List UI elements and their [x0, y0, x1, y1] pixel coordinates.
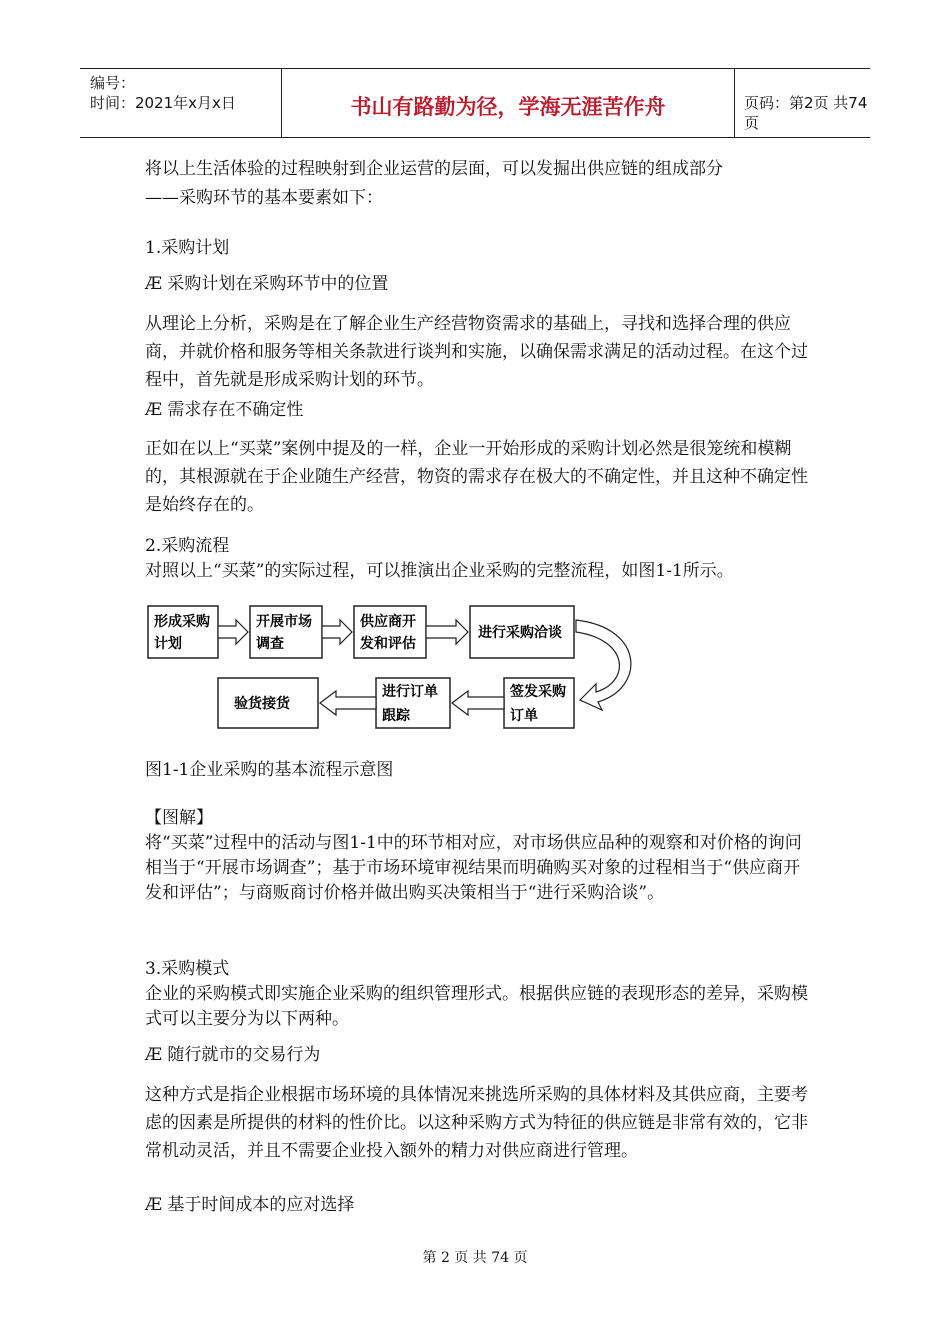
time-label: 时间：2021年x月x日 — [90, 94, 236, 112]
flow-box-negotiation-label: 进行采购洽谈 — [478, 625, 562, 641]
section-1-title: 1.采购计划 — [145, 238, 230, 258]
flow-box-market-research-line2: 调查 — [256, 636, 284, 652]
section-1-bullet-1: Æ 采购计划在采购环节中的位置 — [145, 274, 389, 294]
flow-arrow-1 — [218, 620, 248, 644]
flow-arrow-3 — [426, 620, 468, 644]
section-3-bullet-2: Æ 基于时间成本的应对选择 — [145, 1195, 355, 1215]
header-page-cell — [734, 69, 870, 137]
flow-arrow-back-2 — [320, 691, 376, 715]
flow-box-supplier-evaluation — [354, 606, 426, 658]
section-3-paragraph-1: 企业的采购模式即实施企业采购的组织管理形式。根据供应链的表现形态的差异，采购模式可以主要分为以下两种。 — [145, 984, 808, 1029]
procurement-flow-diagram — [140, 598, 660, 738]
figure-caption: 图1-1企业采购的基本流程示意图 — [145, 760, 394, 780]
page-footer: 第 2 页 共 74 页 — [422, 1250, 528, 1266]
flow-box-order-tracking-line2: 跟踪 — [382, 708, 410, 724]
flow-box-negotiation — [470, 606, 574, 658]
flow-box-plan — [148, 606, 218, 658]
flow-box-order-tracking — [376, 678, 450, 728]
tujie-paragraph: 将“买菜”过程中的活动与图1-1中的环节相对应，对市场供应品种的观察和对价格的询问相当于“开展市场调查”；基于市场环境审视结果而明确购买对象的过程相当于“供应商开发和评估”；与商贩商讨价格并做出购买决策相当于“进行采购洽谈”。 — [145, 833, 802, 903]
section-1-paragraph-1: 从理论上分析，采购是在了解企业生产经营物资需求的基础上，寻找和选择合理的供应商，并就价格和服务等相关条款进行谈判和实施，以确保需求满足的活动过程。在这个过程中，首先就是形成采购计划的环节。 — [145, 314, 808, 390]
page-header — [80, 68, 870, 138]
flow-box-receive-goods — [218, 678, 318, 728]
section-2-paragraph-1: 对照以上“买菜”的实际过程，可以推演出企业采购的完整流程，如图1-1所示。 — [145, 561, 734, 581]
flow-box-order-tracking-line1: 进行订单 — [382, 684, 438, 700]
intro-line-2: ——采购环节的基本要素如下： — [145, 188, 383, 208]
section-3-title: 3.采购模式 — [145, 959, 230, 979]
flow-box-supplier-evaluation-line2: 发和评估 — [360, 636, 416, 652]
section-3-paragraph-2: 这种方式是指企业根据市场环境的具体情况来挑选所采购的具体材料及其供应商，主要考虑的因素是所提供的材料的性价比。以这种采购方式为特征的供应链是非常有效的，它非常机动灵活，并且不需要企业投入额外的精力对供应商进行管理。 — [145, 1085, 808, 1161]
flow-box-receive-goods-label: 验货接货 — [234, 696, 290, 712]
flow-box-issue-order-line2: 订单 — [510, 708, 538, 724]
flow-box-market-research — [250, 606, 322, 658]
flow-box-issue-order-line1: 签发采购 — [510, 684, 566, 700]
flow-box-issue-order — [504, 678, 574, 728]
header-motto-cell — [281, 69, 735, 137]
flow-arrow-back-1 — [452, 691, 504, 715]
motto-text: 书山有路勤为径，学海无涯苦作舟 — [350, 95, 666, 119]
flow-box-supplier-evaluation-line1: 供应商开 — [360, 614, 416, 630]
flow-curved-arrow — [576, 620, 631, 710]
tujie-title: 【图解】 — [145, 808, 213, 828]
page-label: 页码：第2页 共74页 — [744, 94, 868, 132]
section-1-bullet-2: Æ 需求存在不确定性 — [145, 400, 304, 420]
section-3-bullet-1: Æ 随行就市的交易行为 — [145, 1045, 321, 1065]
section-2-title: 2.采购流程 — [145, 536, 230, 556]
flow-box-market-research-line1: 开展市场 — [256, 614, 312, 630]
flow-arrow-2 — [322, 620, 352, 644]
section-1-paragraph-2: 正如在以上“买菜”案例中提及的一样，企业一开始形成的采购计划必然是很笼统和模糊的，其根源就在于企业随生产经营，物资的需求存在极大的不确定性，并且这种不确定性是始终存在的。 — [145, 439, 808, 515]
header-meta-cell — [80, 69, 281, 137]
flow-box-plan-line1: 形成采购 — [154, 614, 210, 630]
serial-label: 编号： — [90, 74, 136, 92]
intro-line-1: 将以上生活体验的过程映射到企业运营的层面，可以发掘出供应链的组成部分 — [145, 159, 723, 179]
flow-box-plan-line2: 计划 — [154, 636, 182, 652]
